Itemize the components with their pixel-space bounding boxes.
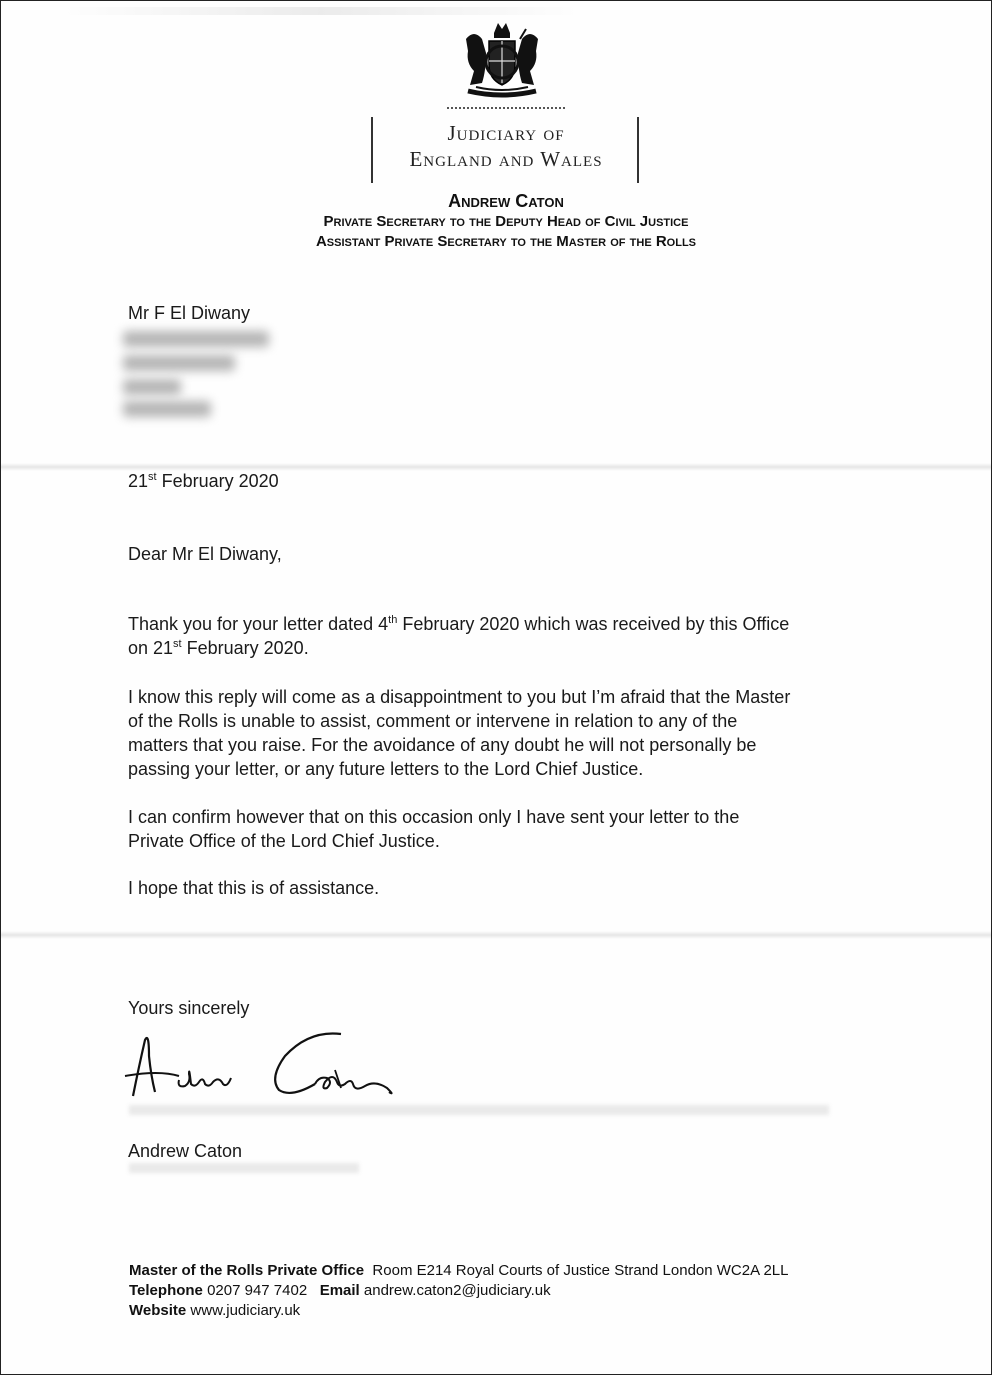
body-paragraph-3-line: I can confirm however that on this occasion only I have sent your letter to the bbox=[128, 807, 740, 827]
redacted-address-line bbox=[123, 355, 235, 371]
footer-contact-line: Telephone 0207 947 7402 Email andrew.caton2@judiciary.uk bbox=[129, 1282, 551, 1299]
redacted-address-line bbox=[123, 379, 181, 395]
body-paragraph-2-line: of the Rolls is unable to assist, comment or intervene in relation to any of the bbox=[128, 711, 738, 731]
redacted-address-line bbox=[123, 331, 269, 347]
organisation-name-line1: Judiciary of bbox=[447, 121, 565, 145]
redacted-address-line bbox=[123, 401, 211, 417]
fold-line-lower bbox=[1, 931, 991, 939]
sender-title-1: Private Secretary to the Deputy Head of Civil Justice bbox=[323, 213, 689, 230]
body-paragraph-2-line: I know this reply will come as a disappointment to you but I’m afraid that the Master bbox=[128, 687, 791, 707]
signed-name: Andrew Caton bbox=[128, 1141, 243, 1161]
body-paragraph-2-line: matters that you raise. For the avoidance of any doubt he will not personally be bbox=[128, 735, 757, 755]
scan-ghost-line bbox=[129, 1163, 359, 1173]
recipient-name: Mr F El Diwany bbox=[128, 303, 251, 323]
body-paragraph-1-line-1: Thank you for your letter dated 4th February 2020 which was received by this Office bbox=[128, 614, 790, 634]
body-paragraph-4: I hope that this is of assistance. bbox=[128, 878, 380, 898]
valediction: Yours sincerely bbox=[128, 998, 250, 1018]
sender-name: Andrew Caton bbox=[448, 191, 564, 211]
salutation: Dear Mr El Diwany, bbox=[128, 544, 282, 564]
body-paragraph-2-line: passing your letter, or any future letters to the Lord Chief Justice. bbox=[128, 759, 644, 779]
body-paragraph-3-line: Private Office of the Lord Chief Justice. bbox=[128, 831, 440, 851]
footer-office-line: Master of the Rolls Private Office Room E214 Royal Courts of Justice Strand London WC2A 2LL bbox=[129, 1262, 789, 1279]
letterhead-left-rule bbox=[371, 117, 373, 183]
royal-coat-of-arms-icon bbox=[456, 19, 548, 101]
scan-ghost-line bbox=[129, 1105, 829, 1115]
body-paragraph-1-line-2: on 21st February 2020. bbox=[128, 638, 309, 658]
handwritten-signature bbox=[119, 1026, 409, 1111]
letter-date: 21st February 2020 bbox=[128, 471, 279, 491]
organisation-name-line2: England and Wales bbox=[409, 147, 603, 171]
scan-smudge bbox=[61, 7, 581, 15]
sender-title-2: Assistant Private Secretary to the Master of the Rolls bbox=[315, 233, 697, 250]
letterhead-right-rule bbox=[637, 117, 639, 183]
crest-dotted-rule bbox=[447, 107, 565, 109]
footer-website-line: Website www.judiciary.uk bbox=[129, 1302, 301, 1319]
